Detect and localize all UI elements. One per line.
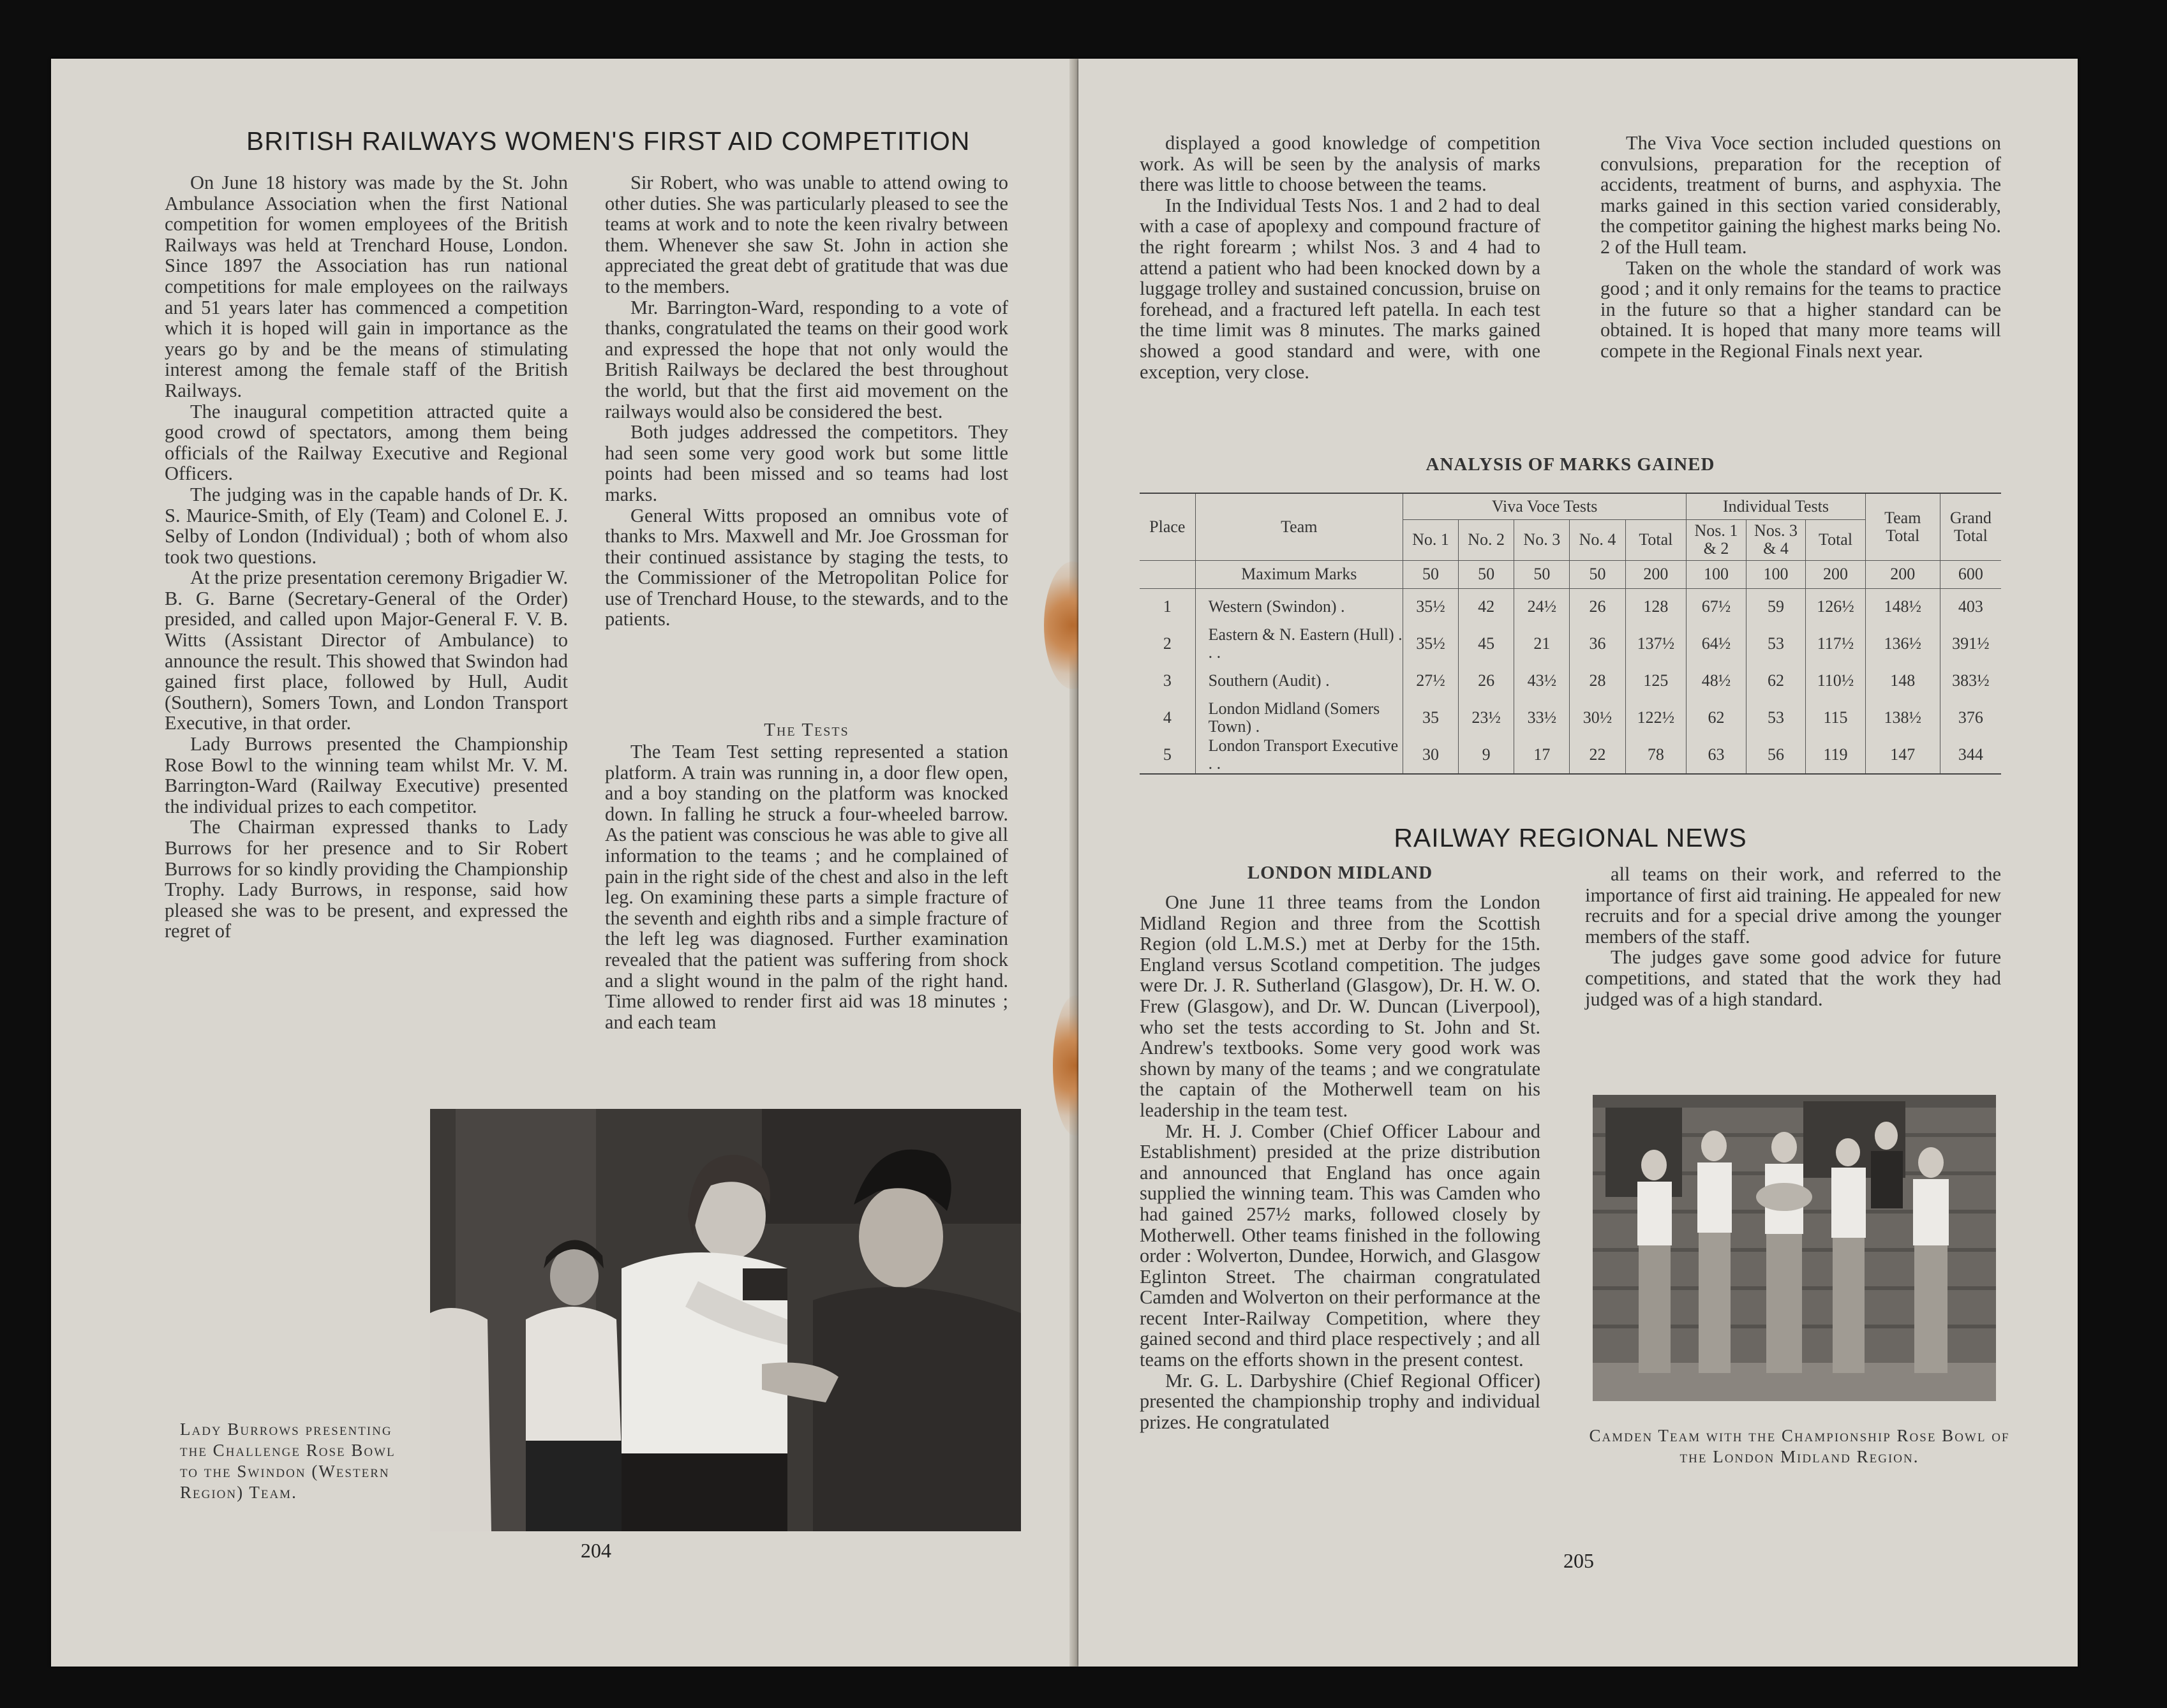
header-individual-col: Total [1806,519,1866,560]
score-cell: 36 [1570,625,1625,662]
team-photo-illustration [1593,1095,1996,1401]
score-cell: 23½ [1459,699,1514,736]
header-grand-total: Grand Total [1949,508,1992,545]
max-marks-value: 100 [1746,560,1806,588]
london-midland-heading: LONDON MIDLAND [1247,863,1433,883]
score-cell: 128 [1625,588,1687,625]
header-place: Place [1140,494,1195,560]
score-cell: 35 [1403,699,1458,736]
score-cell: 59 [1746,588,1806,625]
page-number: 204 [581,1539,611,1562]
paragraph: The Team Test setting represented a station platform. A train was running in, a door flew open, and a boy standing on the platform was knocked down. In falling he struck a four-wheeled barrow. As the patient was conscious he was able to give all information to the teams ; and he complained of pain in the right side of the chest and also in the left leg. On examining these parts a simple fracture of the seventh and eighth ribs and a simple fracture of the left leg was diagnosed. Further examination revealed that the patient was suffering from shock and a slight wound in the palm of the right hand. Time allowed to render first aid was 18 minutes ; and each team [605,741,1008,1033]
table-row [1140,699,2001,736]
paragraph: displayed a good knowledge of competition work. As will be seen by the analysis of marks there was little to choose between the teams. [1140,132,1540,196]
table-row [1140,588,2001,625]
score-cell: 148½ [1865,588,1940,625]
score-cell: 48½ [1687,662,1746,699]
table-row [1140,736,2001,773]
score-cell: 27½ [1403,662,1458,699]
max-marks-value: 50 [1459,560,1514,588]
header-individual-col: Nos. 3 & 4 [1746,519,1806,560]
header-viva-col: No. 4 [1570,519,1625,560]
place-cell: 2 [1140,625,1195,662]
right-page [1078,59,2078,1667]
score-cell: 117½ [1806,625,1866,662]
marks-table [1140,494,2001,773]
team-cell: Southern (Audit) . [1195,662,1403,699]
news-column-1 [1140,892,1540,1432]
team-photo-caption: Camden Team with the Championship Rose Bowl of the London Midland Region. [1589,1426,2010,1466]
score-cell: 53 [1746,699,1806,736]
score-cell: 21 [1514,625,1570,662]
score-cell: 383½ [1952,671,1990,690]
score-cell: 43½ [1514,662,1570,699]
team-photo [1593,1095,1996,1401]
max-marks-value: 200 [1865,560,1940,588]
header-team-total: Team Total [1865,494,1940,560]
article-column-2 [605,172,1008,630]
left-page [51,59,1073,1667]
score-cell: 137½ [1625,625,1687,662]
max-marks-value: 50 [1403,560,1458,588]
paragraph: In the Individual Tests Nos. 1 and 2 had to deal with a case of apoplexy and compound fracture of the right forearm ; whilst Nos. 3 and 4 had to attend a patient who had been knocked down by a luggage trolley and sustained concussion, bruise on forehead, and a fractured left patella. In each test the time limit was 8 minutes. The marks gained showed a good standard and were, with one exception, very close. [1140,194,1540,383]
score-cell: 391½ [1952,634,1990,653]
score-cell: 64½ [1687,625,1746,662]
paragraph: The Chairman expressed thanks to Lady Burrows for her presence and to Sir Robert Burrows for so kindly providing the Championship Trophy. Lady Burrows, in response, said how pleased she was to be present, and expressed the regret of [165,816,568,942]
place-cell: 4 [1140,699,1195,736]
score-cell: 30½ [1570,699,1625,736]
score-cell: 344 [1958,745,1983,764]
score-cell: 30 [1403,736,1458,773]
score-cell: 45 [1459,625,1514,662]
max-marks-value: 50 [1570,560,1625,588]
score-cell: 67½ [1687,588,1746,625]
paragraph: On June 18 history was made by the St. John Ambulance Association when the first National competition for women employees of the British Railways was held at Trenchard House, London. Since 1897 the Association has run national competitions for male employees on the railways and 51 years later has commenced a competition which it is hoped will gain in importance as the years go by and be the means of stimulating interest among the female staff of the British Railways. [165,172,568,401]
score-cell: 35½ [1403,588,1458,625]
score-cell: 376 [1958,708,1983,727]
score-cell: 138½ [1865,699,1940,736]
paragraph: Lady Burrows presented the Championship Rose Bowl to the winning team whilst Mr. V. M. Barrington-Ward (Railway Executive) presented the individual prizes to each competitor. [165,733,568,817]
score-cell: 63 [1687,736,1746,773]
max-marks-value: 600 [1958,565,1983,583]
paragraph: Sir Robert, who was unable to attend owing to other duties. She was particularly pleased to see the teams at work and to note the keen rivalry between them. Whenever she saw St. John in action she appreciated the great debt of gratitude that was due to the members. [605,172,1008,297]
score-cell: 147 [1865,736,1940,773]
news-column-2 [1585,864,2001,1009]
paragraph: Both judges addressed the competitors. They had seen some very good work but some little points had been missed and so teams had lost marks. [605,421,1008,505]
article-continued-column-1 [1140,133,1540,382]
score-cell: 42 [1459,588,1514,625]
place-cell: 3 [1140,662,1195,699]
paragraph: The Viva Voce section included questions on convulsions, preparation for the reception of accidents, treatment of burns, and asphyxia. The marks gained in this section varied considerably, the competitor gaining the highest marks being No. 2 of the Hull team. [1600,132,2001,258]
score-cell: 115 [1806,699,1866,736]
score-cell: 9 [1459,736,1514,773]
max-marks-label: Maximum Marks [1195,560,1403,588]
max-marks-value: 50 [1514,560,1570,588]
header-individual-col: Nos. 1 & 2 [1687,519,1746,560]
score-cell: 56 [1746,736,1806,773]
score-cell: 33½ [1514,699,1570,736]
max-marks-value: 100 [1687,560,1746,588]
max-marks-value: 200 [1625,560,1687,588]
paragraph: The judges gave some good advice for future competitions, and stated that the work they had judged was of a high standard. [1585,946,2001,1010]
score-cell: 17 [1514,736,1570,773]
score-cell: 122½ [1625,699,1687,736]
paragraph: all teams on their work, and referred to the importance of first aid training. He appealed for new recruits and for a special drive among the younger members of the staff. [1585,863,2001,947]
empty-cell [1140,560,1195,588]
paragraph: At the prize presentation ceremony Brigadier W. B. G. Barne (Secretary-General of the Order) presided, and called upon Major-General F. V. B. Witts (Assistant Director of Ambulance) to announce the result. This showed that Swindon had gained first place, followed by Hull, Audit (Southern), Somers Town, and London Transport Executive, in that order. [165,567,569,734]
header-viva-col: No. 3 [1514,519,1570,560]
score-cell: 62 [1746,662,1806,699]
paragraph: Taken on the whole the standard of work was good ; and it only remains for the teams to practice in the future so that a higher standard can be obtained. It is hoped that many more teams will compete in the Regional Finals next year. [1600,256,2001,362]
score-cell: 26 [1570,588,1625,625]
article-column-1 [165,172,568,942]
header-viva-col: No. 1 [1403,519,1458,560]
paragraph: Mr. Barrington-Ward, responding to a vote of thanks, congratulated the teams on their good work and expressed the hope that not only would the British Railways be declared the best throughout the world, but that the first aid movement on the railways would also be considered the best. [605,296,1008,422]
score-cell: 403 [1958,597,1983,616]
header-individual-group: Individual Tests [1687,494,1866,519]
score-cell: 126½ [1806,588,1866,625]
score-cell: 62 [1687,699,1746,736]
page-number: 205 [1563,1549,1594,1572]
max-marks-value: 200 [1806,560,1866,588]
score-cell: 26 [1459,662,1514,699]
header-viva-col: No. 2 [1459,519,1514,560]
score-cell: 148 [1865,662,1940,699]
paragraph: Mr. G. L. Darbyshire (Chief Regional Officer) presented the championship trophy and individual prizes. He congratulated [1140,1369,1540,1433]
presentation-photo [430,1109,1021,1531]
paragraph: The inaugural competition attracted quite a good crowd of spectators, among them being officials of the Railway Executive and Regional Officers. [165,400,568,485]
place-cell: 5 [1140,736,1195,773]
score-cell: 78 [1625,736,1687,773]
header-viva-group: Viva Voce Tests [1403,494,1686,519]
marks-table-wrap [1140,493,2001,775]
score-cell: 28 [1570,662,1625,699]
score-cell: 35½ [1403,625,1458,662]
score-cell: 24½ [1514,588,1570,625]
news-title: RAILWAY REGIONAL NEWS [1394,823,1747,852]
article-title: BRITISH RAILWAYS WOMEN'S FIRST AID COMPETITION [246,126,971,156]
paragraph: One June 11 three teams from the London Midland Region and three from the Scottish Region (old L.M.S.) met at Derby for the 15th. England versus Scotland competition. The judges were Dr. J. R. Sutherland (Glasgow), Dr. H. W. O. Frew (Glasgow), and Dr. W. Duncan (Liverpool), who set the tests according to St. John and St. Andrew's textbooks. Some very good work was shown by many of the teams ; and we congratulate the captain of the Motherwell team on his leadership in the team test. [1140,891,1540,1121]
header-team: Team [1195,494,1403,560]
score-cell: 22 [1570,736,1625,773]
score-cell: 110½ [1806,662,1866,699]
article-continued-column-2 [1600,133,2001,362]
table-row [1140,662,2001,699]
paragraph: Mr. H. J. Comber (Chief Officer Labour and Establishment) presided at the prize distribution and announced that England has once again supplied the winning team. This was Camden who had gained 257½ marks, followed closely by Motherwell. Other teams finished in the following order : Wolverton, Dundee, Horwich, and Glasgow Eglinton Street. The chairman congratulated Camden and Wolverton on their performance at the recent Inter-Railway Competition, where they gained second and third place respectively ; and all teams on the efforts shown in the present contest. [1140,1120,1540,1371]
table-row [1140,625,2001,662]
score-cell: 125 [1625,662,1687,699]
photo-illustration [430,1109,1021,1531]
table-title: ANALYSIS OF MARKS GAINED [1426,454,1715,475]
score-cell: 53 [1746,625,1806,662]
tests-subheading: The Tests [764,720,849,740]
place-cell: 1 [1140,588,1195,625]
photo-caption: Lady Burrows presenting the Challenge Rose Bowl to the Swindon (Western Region) Team. [180,1420,396,1502]
team-cell: Eastern & N. Eastern (Hull) . . . [1195,625,1403,662]
header-viva-col: Total [1625,519,1687,560]
team-cell: London Midland (Somers Town) . [1195,699,1403,736]
score-cell: 119 [1806,736,1866,773]
paragraph: The judging was in the capable hands of Dr. K. S. Maurice-Smith, of Ely (Team) and Colonel E. J. Selby of London (Individual) ; both of whom also took two questions. [165,483,568,568]
article-column-2-continued [605,741,1008,1032]
team-cell: London Transport Executive . . [1195,736,1403,773]
score-cell: 136½ [1865,625,1940,662]
team-cell: Western (Swindon) . [1195,588,1403,625]
paragraph: General Witts proposed an omnibus vote of thanks to Mrs. Maxwell and Mr. Joe Grossman for their continued assistance by staging the tests, to the Commissioner of the Metropolitan Police for use of Trenchard House, to the stewards, and to the patients. [605,504,1008,630]
